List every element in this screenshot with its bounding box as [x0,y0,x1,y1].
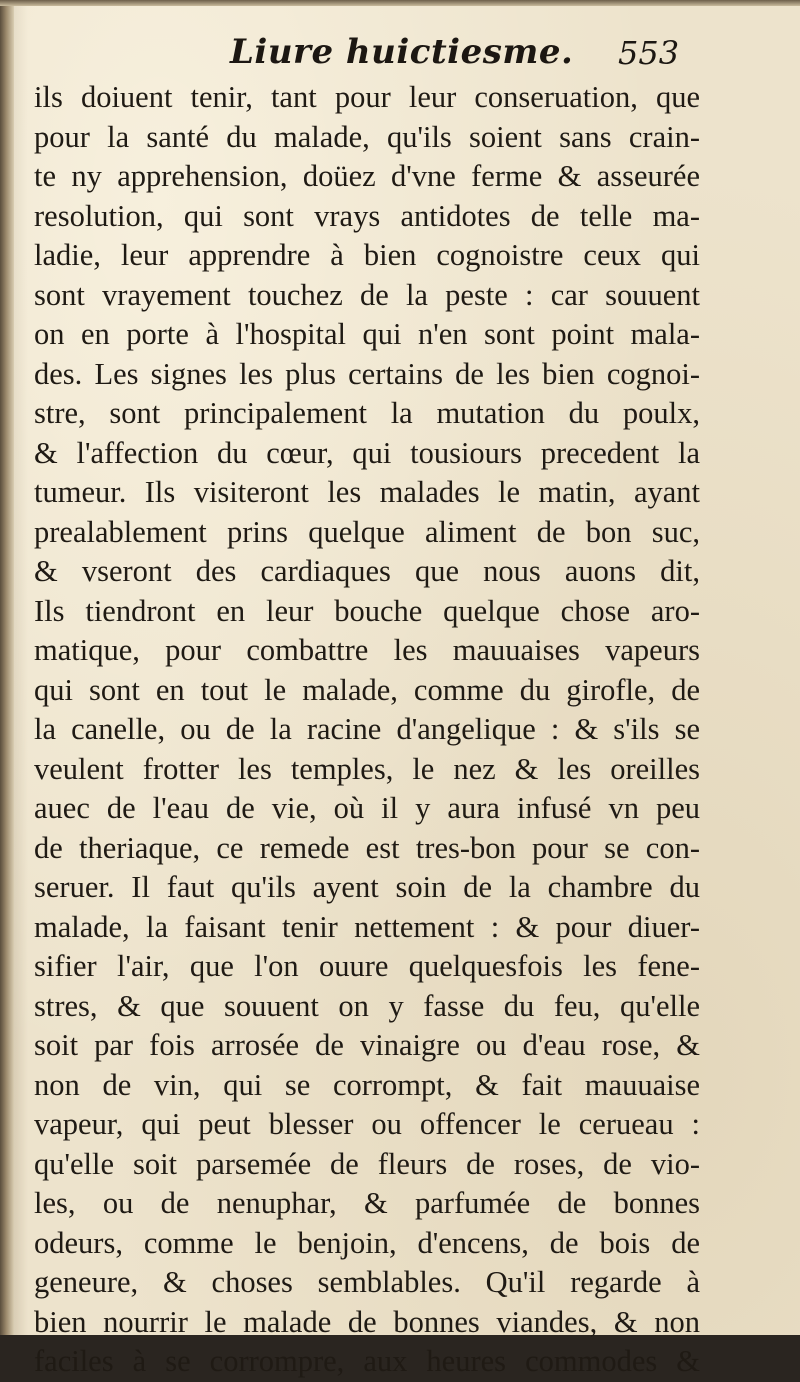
body-text [34,78,700,1382]
text-line: on en porte à l'hospital qui n'en sont point mala- [34,317,700,351]
text-line: sont vrayement touchez de la peste : car souuent [34,277,700,312]
text-line: malade, la faisant tenir nettement : & pour diuer- [34,909,700,944]
running-title: Liure huictiesme. [230,32,574,72]
text-line: la canelle, ou de la racine d'angelique : & s'ils se [34,712,700,746]
text-line: ils doiuent tenir, tant pour leur conseruation, que [34,80,700,114]
text-line: vapeur, qui peut blesser ou offencer le cerueau : [34,1107,700,1141]
text-line: matique, pour combattre les mauuaises vapeurs [34,633,700,667]
text-line: & vseront des cardiaques que nous auons dit, [34,554,700,588]
page-binding-edge [0,0,14,1335]
text-line: ladie, leur apprendre à bien cognoistre ceux qui [34,238,700,272]
text-line: non de vin, qui se corrompt, & fait mauuaise [34,1067,700,1102]
text-line: des. Les signes les plus certains de les bien cognoi- [34,356,700,391]
page-top-edge [0,0,800,6]
text-line: & l'affection du cœur, qui tousiours precedent la [34,435,700,470]
text-line: soit par fois arrosée de vinaigre ou d'eau rose, & [34,1028,700,1062]
text-line: seruer. Il faut qu'ils ayent soin de la chambre du [34,870,700,904]
text-line: te ny apprehension, doüez d'vne ferme & asseurée [34,159,700,193]
page-header [0,32,800,76]
text-line: prealablement prins quelque aliment de bon suc, [34,514,700,549]
text-line: stre, sont principalement la mutation du poulx, [34,396,700,430]
text-line: resolution, qui sont vrays antidotes de telle ma- [34,198,700,233]
text-line: bien nourrir le malade de bonnes viandes, & non [34,1304,700,1339]
text-line: qui sont en tout le malade, comme du girofle, de [34,672,700,707]
text-line: Ils tiendront en leur bouche quelque chose aro- [34,593,700,628]
text-line: qu'elle soit parsemée de fleurs de roses, de vio- [34,1146,700,1181]
page-number: 553 [618,34,680,72]
text-line: les, ou de nenuphar, & parfumée de bonnes [34,1186,700,1220]
text-line: stres, & que souuent on y fasse du feu, qu'elle [34,988,700,1023]
text-line: odeurs, comme le benjoin, d'encens, de bois de [34,1225,700,1260]
text-line: pour la santé du malade, qu'ils soient sans crain- [34,119,700,154]
text-line: de theriaque, ce remede est tres-bon pour se con- [34,830,700,865]
text-line: geneure, & choses semblables. Qu'il regarde à [34,1265,700,1299]
text-line: faciles à se corrompre, aux heures commodes & [34,1344,700,1378]
text-line: tumeur. Ils visiteront les malades le matin, ayant [34,475,700,509]
text-line: auec de l'eau de vie, où il y aura infusé vn peu [34,791,700,825]
text-line: sifier l'air, que l'on ouure quelquesfois les fene- [34,949,700,983]
text-line: veulent frotter les temples, le nez & les oreilles [34,751,700,786]
